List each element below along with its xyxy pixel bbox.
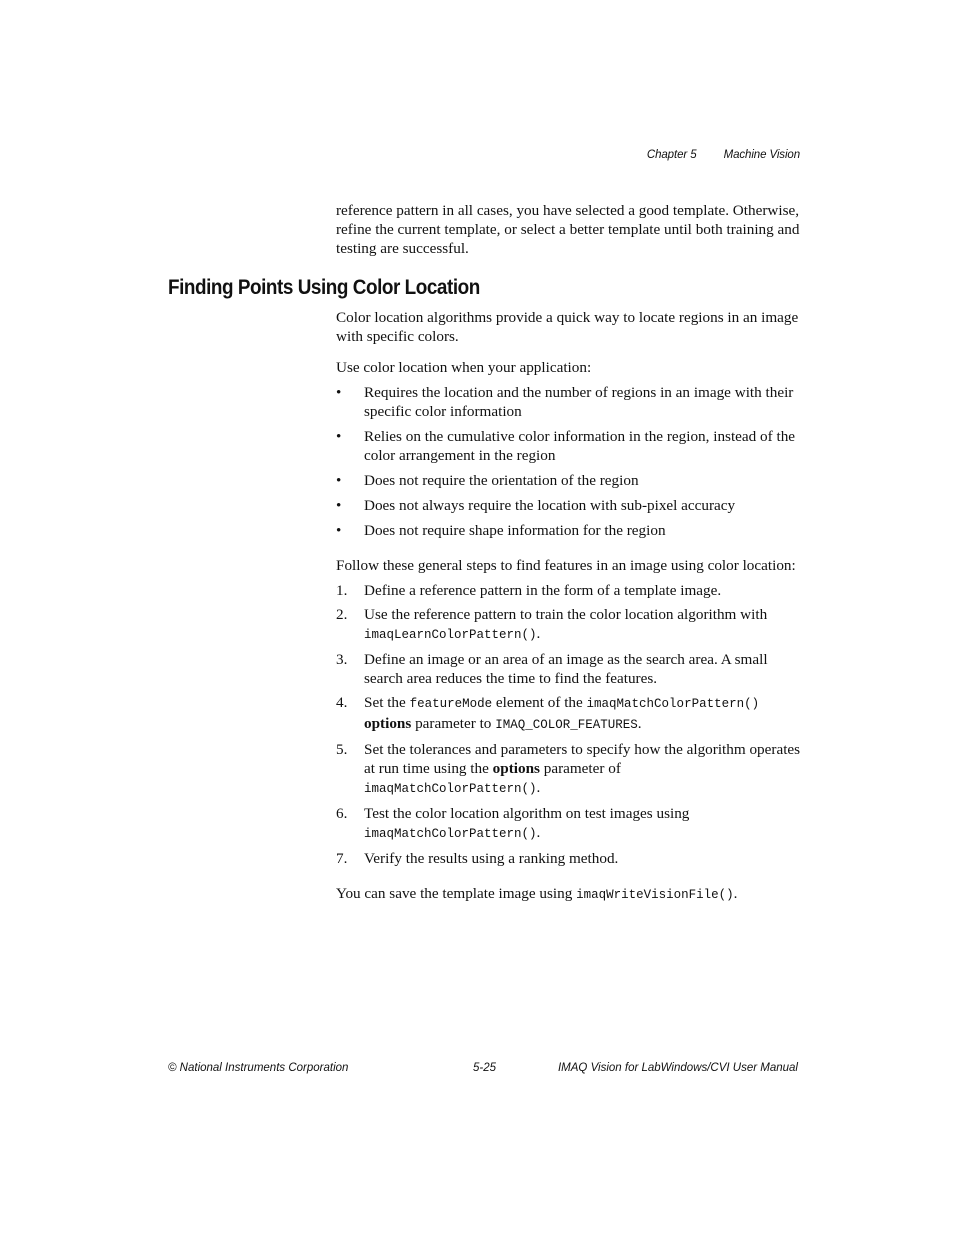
bullet-text: Does not require the orientation of the region [364,472,639,489]
chapter-number: Chapter 5 [646,149,697,161]
step-text: Test the color location algorithm on test images using [364,805,690,822]
list-item [336,496,802,515]
step-punct: . [536,779,541,796]
step-number: 2. [336,606,348,623]
step-text: parameter to [411,715,496,732]
bullet-marker: • [336,384,342,401]
footer-page-number: 5-25 [473,1062,497,1074]
function-name: imaqMatchColorPattern() [586,697,760,711]
step-item [336,581,802,600]
footer-manual-title: IMAQ Vision for LabWindows/CVI User Manual [557,1062,798,1074]
function-name: imaqWriteVisionFile() [576,888,734,902]
function-name: imaqLearnColorPattern() [364,628,537,642]
step-text: Verify the results using a ranking method. [364,850,619,867]
running-header [647,149,800,161]
list-item [336,427,802,465]
bullet-text: Does not always require the location with sub-pixel accuracy [364,497,736,514]
step-text: element of the [492,694,587,711]
bullet-list [336,383,802,540]
bullet-text: Does not require shape information for the region [364,522,666,539]
step-number: 6. [336,805,348,822]
step-text: Use the reference pattern to train the color location algorithm with [364,606,768,623]
step-text: Define an image or an area of an image as the search area. A small search area reduces the time to find the features. [364,651,768,687]
step-item [336,804,802,844]
field-name: featureMode [409,697,493,711]
section-paragraph-4 [336,884,802,905]
intro-paragraph: reference pattern in all cases, you have selected a good template. Otherwise, refine the current template, or select a better template until both training and testing are successful. [336,202,800,257]
steps-list [336,581,802,868]
step-item [336,650,802,688]
constant-name: IMAQ_COLOR_FEATURES [495,718,638,732]
bullet-marker: • [336,522,342,539]
list-item [336,521,802,540]
step-text: parameter of [539,760,621,777]
parameter-name: options [492,760,540,777]
section-body [336,308,802,905]
step-punct: . [536,625,541,642]
bullet-marker: • [336,428,342,445]
intro-paragraph-block [336,201,802,258]
step-item [336,605,802,645]
function-name: imaqMatchColorPattern() [364,782,537,796]
paragraph-punct: . [733,885,738,902]
step-number: 7. [336,850,348,867]
step-number: 3. [336,651,348,668]
footer-copyright: © National Instruments Corporation [168,1062,349,1074]
step-item [336,693,802,735]
parameter-name: options [364,715,412,732]
step-item [336,740,802,799]
list-item [336,471,802,490]
bullet-text: Requires the location and the number of regions in an image with their specific color information [364,384,794,420]
step-punct: . [536,824,541,841]
section-paragraph-3: Follow these general steps to find features in an image using color location: [336,557,796,574]
step-number: 1. [336,582,348,599]
section-paragraph-1: Color location algorithms provide a quick way to locate regions in an image with specific colors. [336,309,799,345]
bullet-marker: • [336,472,342,489]
chapter-title: Machine Vision [723,149,800,161]
step-punct: . [637,715,642,732]
step-item [336,849,802,868]
list-item [336,383,802,421]
function-name: imaqMatchColorPattern() [364,827,537,841]
step-number: 4. [336,694,348,711]
section-paragraph-2: Use color location when your application: [336,359,592,376]
step-text: Set the [364,694,410,711]
step-number: 5. [336,741,348,758]
paragraph-text: You can save the template image using [336,885,577,902]
bullet-text: Relies on the cumulative color information in the region, instead of the color arrangement in the region [364,428,796,464]
bullet-marker: • [336,497,342,514]
step-text: Set the tolerances and parameters to specify how the algorithm operates at run time using the [364,741,801,777]
step-text: Define a reference pattern in the form of a template image. [364,582,722,599]
section-heading: Finding Points Using Color Location [168,276,480,299]
